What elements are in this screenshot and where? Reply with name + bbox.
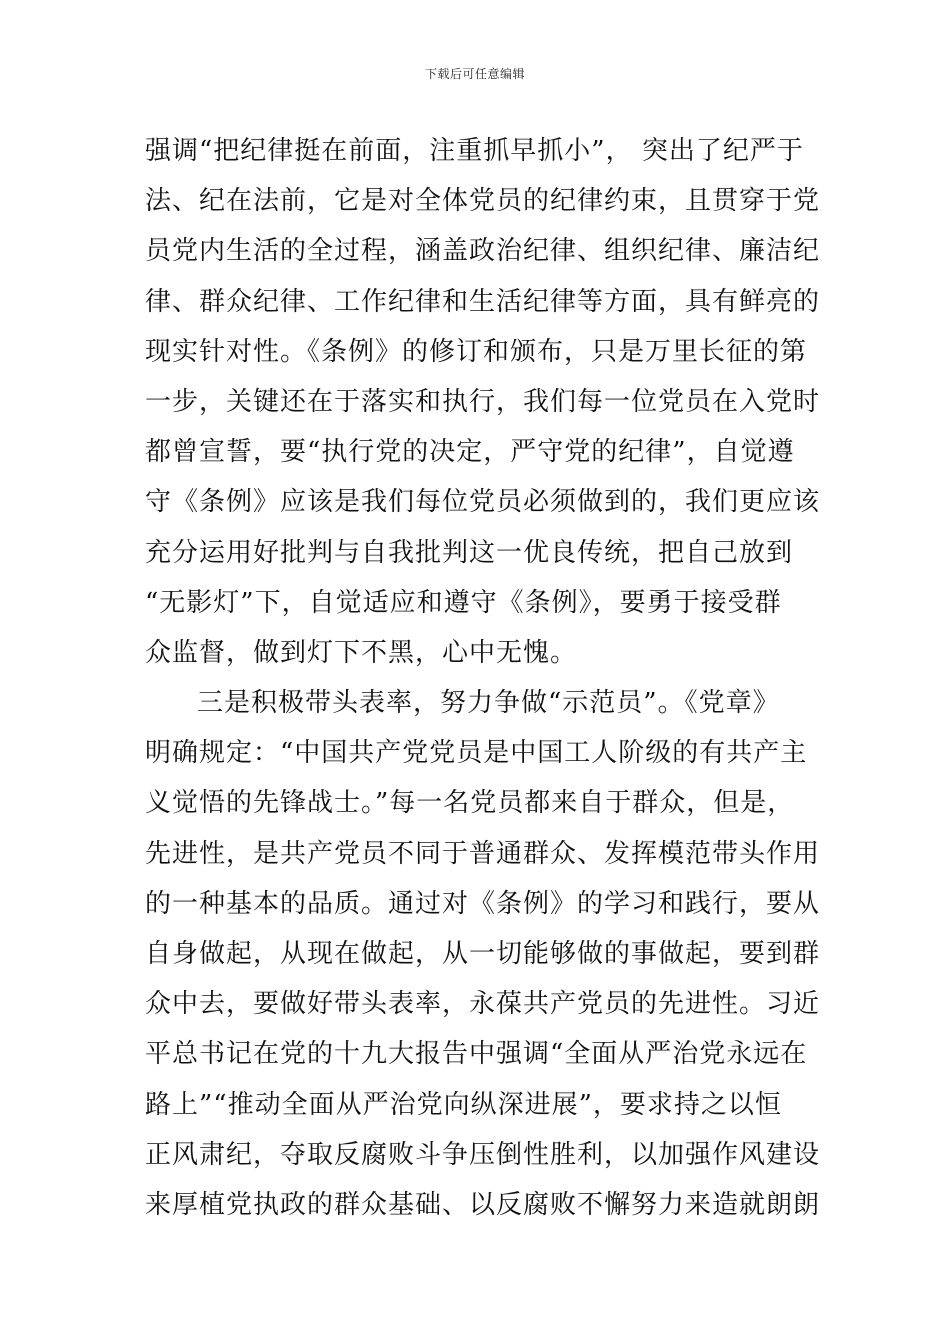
text-line: 现实针对性。《条例》的修订和颁布，只是万里长征的第 xyxy=(145,336,808,367)
text-line: 明确规定：“中国共产党党员是中国工人阶级的有共产主 xyxy=(145,738,808,769)
text-line: 一步，关键还在于落实和执行，我们每一位党员在入党时 xyxy=(145,386,821,417)
text-line: 平总书记在党的十九大报告中强调“全面从严治党永远在 xyxy=(145,1039,808,1070)
body-text xyxy=(145,126,821,1230)
text-line: 众中去，要做好带头表率，永葆共产党员的先进性。习近 xyxy=(145,989,821,1020)
text-line: 正风肃纪，夺取反腐败斗争压倒性胜利，以加强作风建设 xyxy=(145,1139,821,1170)
text-line: 充分运用好批判与自我批判这一优良传统，把自己放到 xyxy=(145,537,794,568)
page-header-note: 下载后可任意编辑 xyxy=(424,67,525,81)
text-line: “无影灯”下，自觉适应和遵守《条例》，要勇于接受群 xyxy=(145,587,782,618)
text-line: 都曾宣誓，要“执行党的决定，严守党的纪律”，自觉遵 xyxy=(145,437,795,468)
text-line: 自身做起，从现在做起，从一切能够做的事做起，要到群 xyxy=(145,939,821,969)
paragraph-2 xyxy=(145,678,821,1230)
text-line: 守《条例》应该是我们每位党员必须做到的，我们更应该 xyxy=(145,487,821,518)
text-line: 来厚植党执政的群众基础、以反腐败不懈努力来造就朗朗 xyxy=(145,1189,821,1220)
text-line: 先进性，是共产党员不同于普通群众、发挥模范带头作用 xyxy=(145,838,821,869)
text-line: 三是积极带头表率，努力争做“示范员”。《党章》 xyxy=(197,688,780,719)
text-line: 法、纪在法前，它是对全体党员的纪律约束，且贯穿于党 xyxy=(145,186,821,217)
text-line: 强调“把纪律挺在前面，注重抓早抓小”， 突出了纪严于 xyxy=(145,136,804,166)
paragraph-1 xyxy=(145,126,821,678)
text-line: 的一种基本的品质。通过对《条例》的学习和践行，要从 xyxy=(145,888,821,919)
text-line: 众监督，做到灯下不黑，心中无愧。 xyxy=(145,637,578,668)
text-line: 路上”“推动全面从严治党向纵深进展”，要求持之以恒 xyxy=(145,1089,782,1120)
text-line: 律、群众纪律、工作纪律和生活纪律等方面，具有鲜亮的 xyxy=(145,286,821,317)
text-line: 义觉悟的先锋战士。”每一名党员都来自于群众，但是， xyxy=(145,788,795,819)
text-line: 员党内生活的全过程，涵盖政治纪律、组织纪律、廉洁纪 xyxy=(145,236,821,267)
